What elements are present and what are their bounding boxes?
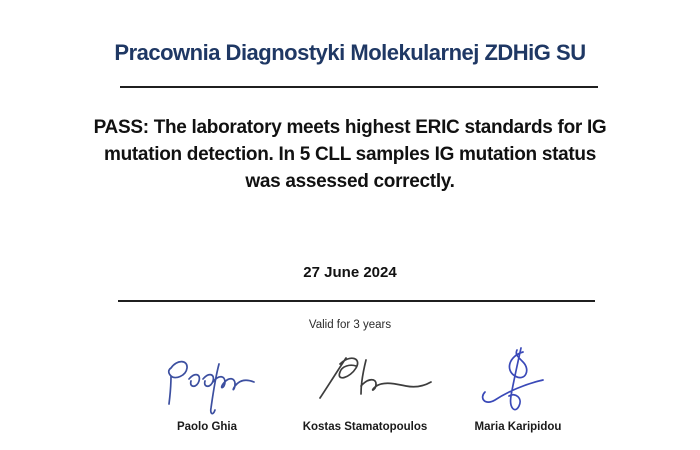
signature-stroke [483,348,543,410]
lab-title: Pracownia Diagnostyki Molekularnej ZDHiG SU [114,40,586,65]
signature-maria-karipidou-icon [479,346,551,414]
pass-statement-line-1: PASS: The laboratory meets highest ERIC standards for IG [93,117,607,138]
divider-bottom [118,300,595,302]
signature-paolo-ghia-icon [163,352,258,418]
signatory-name-paolo-ghia: Paolo Ghia [176,421,238,433]
signature-stroke [169,362,254,414]
divider-top [120,86,598,88]
certificate-date: 27 June 2024 [303,264,397,281]
signature-stroke [320,358,431,398]
pass-statement-line-2: mutation detection. In 5 CLL samples IG mutation status [104,144,596,165]
signature-kostas-stamatopoulos-icon [310,352,434,402]
validity-note: Valid for 3 years [308,319,392,331]
pass-statement-line-3: was assessed correctly. [245,171,455,192]
signatory-name-maria-karipidou: Maria Karipidou [474,421,562,433]
signatory-name-kostas-stamatopoulos: Kostas Stamatopoulos [302,421,428,433]
pass-statement [0,114,700,195]
